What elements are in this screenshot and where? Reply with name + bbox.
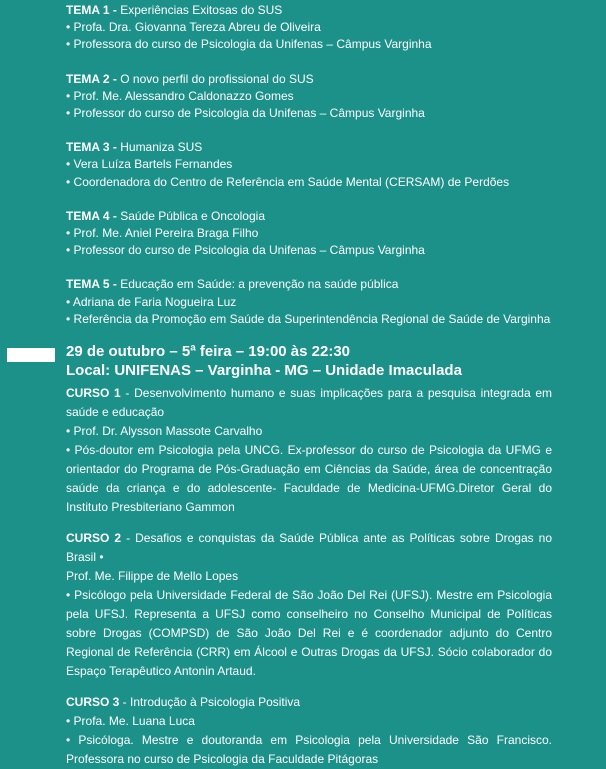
curso-3 (66, 693, 552, 769)
tema-title-line (66, 2, 552, 19)
tema-role: • Professora do curso de Psicologia da Unifenas – Câmpus Varginha (66, 37, 432, 52)
tema-4 (66, 208, 552, 260)
curso-2 (66, 529, 552, 681)
tema-role: • Professor do curso de Psicologia da Unifenas – Câmpus Varginha (66, 106, 425, 121)
tema-speaker: • Profa. Dra. Giovanna Tereza Abreu de Oliveira (66, 20, 321, 35)
curso-bio: • Pós-doutor em Psicologia pela UNCG. Ex-professor do curso de Psicologia da UFMG e orientador do Programa de Pós-Graduação em Ciências da Saúde, área de concentração saúde da criança e do adolescente- Faculdade de Medicina-UFMG.Diretor Geral do Instituto Presbiteriano Gammon (66, 443, 552, 515)
tema-label: TEMA 1 - (66, 3, 117, 17)
curso-1 (66, 384, 552, 517)
curso-bio: • Psicóloga. Mestre e doutoranda em Psicologia pela Universidade São Francisco. Professora no curso de Psicologia da Faculdade Pitágoras (66, 733, 552, 767)
session-location: Local: UNIFENAS – Varginha - MG – Unidade Imaculada (66, 362, 462, 380)
tema-role: • Coordenadora do Centro de Referência em Saúde Mental (CERSAM) de Perdões (66, 174, 510, 189)
tema-role: • Professor do curso de Psicologia da Unifenas – Câmpus Varginha (66, 243, 425, 258)
tema-speaker: • Prof. Me. Alessandro Caldonazzo Gomes (66, 88, 294, 103)
curso-title: - Desafios e conquistas da Saúde Pública ante as Políticas sobre Drogas no Brasil • (66, 531, 553, 565)
curso-label: CURSO 1 (66, 386, 121, 401)
tema-title: Educação em Saúde: a prevenção na saúde pública (116, 277, 399, 292)
section-marker (7, 348, 55, 362)
tema-speaker: • Prof. Me. Aniel Pereira Braga Filho (66, 226, 259, 241)
tema-title: Saúde Pública e Oncologia (116, 208, 265, 223)
curso-title: - Introdução à Psicologia Positiva (119, 695, 301, 710)
session-date: 29 de outubro – 5ª feira – 19:00 às 22:30 (66, 343, 351, 361)
tema-label: TEMA 5 - (66, 277, 117, 292)
tema-role: • Referência da Promoção em Saúde da Superintendência Regional de Saúde de Varginha (66, 311, 551, 326)
curso-label: CURSO 2 (66, 531, 122, 546)
curso-title: - Desenvolvimento humano e suas implicações para a pesquisa integrada em saúde e educação (66, 386, 552, 420)
tema-title: Humaniza SUS (116, 140, 203, 155)
curso-speaker: Prof. Me. Filippe de Mello Lopes (66, 569, 239, 584)
curso-title-line (66, 693, 552, 712)
tema-title-line (66, 276, 552, 293)
tema-5 (66, 276, 552, 328)
curso-speaker: • Profa. Me. Luana Luca (66, 714, 195, 729)
tema-3 (66, 139, 552, 191)
tema-2 (66, 71, 552, 123)
tema-1 (66, 2, 552, 54)
tema-label: TEMA 4 - (66, 208, 117, 223)
tema-label: TEMA 2 - (66, 71, 117, 86)
curso-bio: • Psicólogo pela Universidade Federal de São João Del Rei (UFSJ). Mestre em Psicologia pela UFSJ. Representa a UFSJ como conselheiro no Conselho Municipal de Políticas sobre Drogas (COMPSD) de São João Del Rei e é coordenador adjunto do Centro Regional de Referência (CRR) em Álcool e Outras Drogas da UFSJ. Sócio colaborador do Espaço Terapêutico Antonin Artaud. (66, 588, 552, 679)
session-header (66, 342, 552, 380)
curso-title-line (66, 384, 552, 422)
tema-speaker: • Vera Luíza Bartels Fernandes (66, 157, 233, 172)
tema-label: TEMA 3 - (66, 140, 117, 155)
tema-title-line (66, 139, 552, 156)
program-page (66, 0, 552, 769)
tema-speaker: • Adriana de Faria Nogueira Luz (66, 294, 237, 309)
curso-speaker: • Prof. Dr. Alysson Massote Carvalho (66, 424, 263, 439)
tema-title-line (66, 208, 552, 225)
tema-title: O novo perfil do profissional do SUS (116, 71, 314, 86)
tema-title-line (66, 71, 552, 88)
curso-title-line (66, 529, 552, 567)
tema-title: Experiências Exitosas do SUS (116, 3, 283, 17)
curso-label: CURSO 3 (66, 695, 120, 710)
